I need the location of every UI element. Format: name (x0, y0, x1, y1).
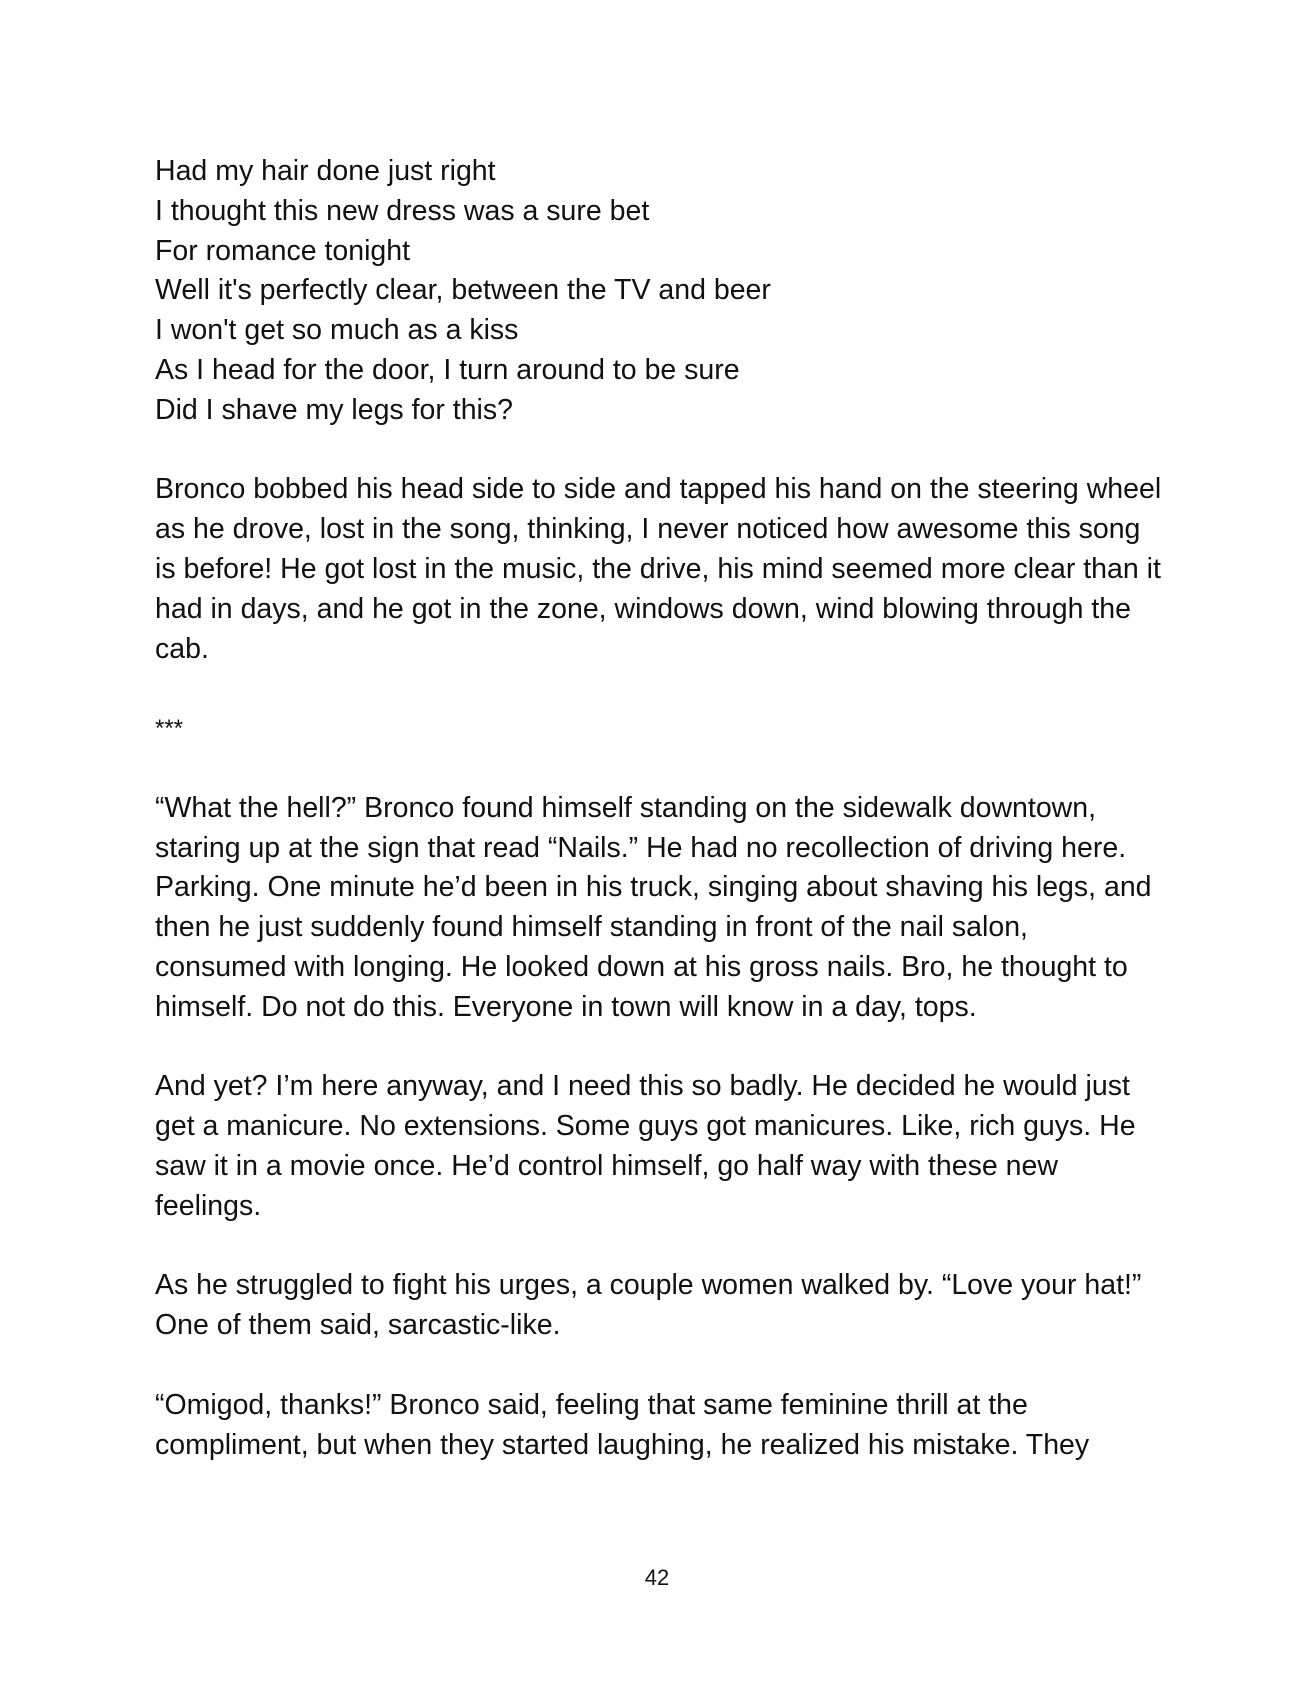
lyric-line: Had my hair done just right (155, 155, 496, 187)
page-number: 42 (644, 1565, 670, 1590)
paragraph: “Omigod, thanks!” Bronco said, feeling that same feminine thrill at the compliment, but when they started laughing, he realized his mistake. They (155, 1388, 1090, 1461)
page-body (155, 152, 1165, 1505)
lyric-line: I won't get so much as a kiss (155, 314, 519, 347)
lyric-line: Well it's perfectly clear, between the TV and beer (155, 274, 771, 307)
paragraph: “What the hell?” Bronco found himself standing on the sidewalk downtown, staring up at the sign that read “Nails.” He had no recollection of driving here. Parking. One minute he’d been in his truck, singing about shaving his legs, and then he just suddenly found himself standing in front of the nail salon, consumed with longing. He looked down at his gross nails. Bro, he thought to himself. Do not do this. Everyone in town will know in a day, tops. (155, 791, 1152, 1023)
section-break: *** (155, 715, 184, 743)
lyric-line: I thought this new dress was a sure bet (155, 194, 650, 227)
lyric-line: For romance tonight (155, 234, 411, 267)
paragraph: And yet? I’m here anyway, and I need this so badly. He decided he would just get a manicure. No extensions. Some guys got manicures. Like, rich guys. He saw it in a movie once. He’d control himself, go half way with these new feelings. (155, 1070, 1136, 1222)
song-lyrics (155, 152, 1165, 431)
paragraph: As he struggled to fight his urges, a couple women walked by. “Love your hat!” One of them said, sarcastic-like. (155, 1269, 1142, 1342)
lyric-line: Did I shave my legs for this? (155, 393, 513, 426)
lyric-line: As I head for the door, I turn around to be sure (155, 353, 740, 386)
paragraph: Bronco bobbed his head side to side and tapped his hand on the steering wheel as he drove, lost in the song, thinking, I never noticed how awesome this song is before! He got lost in the music, the drive, his mind seemed more clear than it had in days, and he got in the zone, windows down, wind blowing through the cab. (155, 473, 1162, 665)
